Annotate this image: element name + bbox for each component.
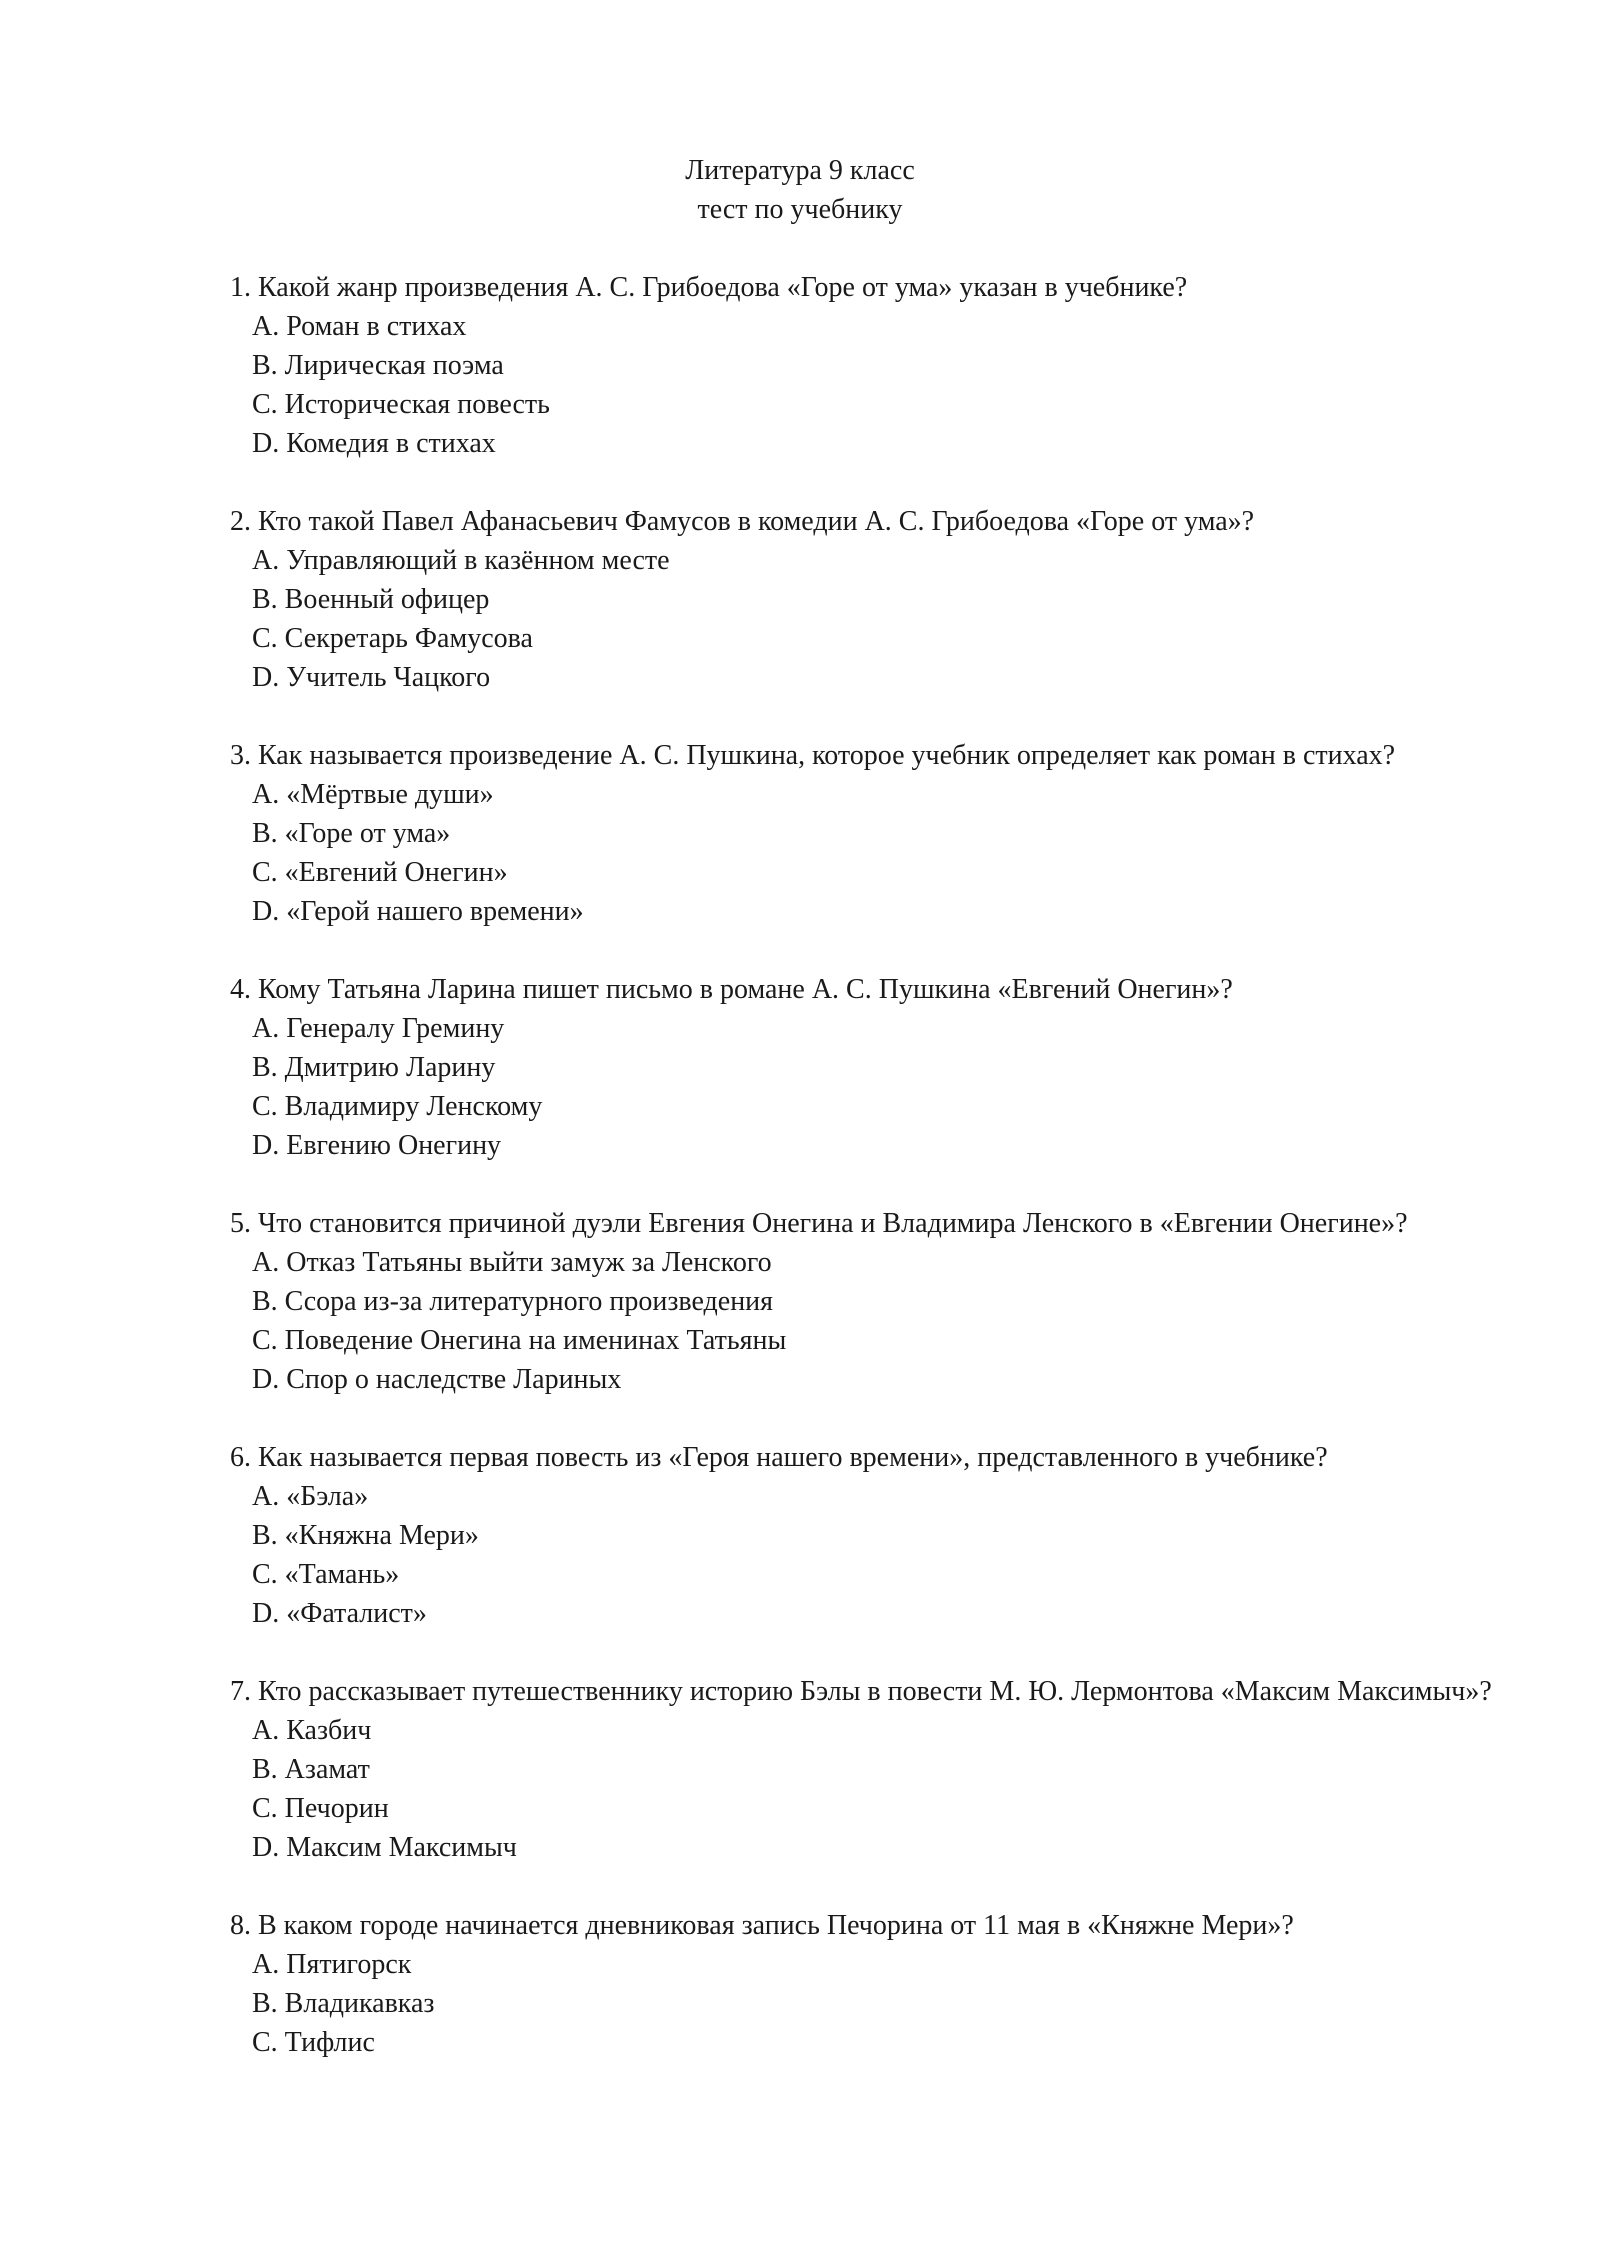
answer-option-a: A. Казбич [252, 1715, 372, 1746]
answer-option-d: D. «Фаталист» [252, 1598, 427, 1629]
answer-option-b: B. Азамат [252, 1754, 370, 1785]
answer-option-b: B. Военный офицер [252, 584, 490, 615]
question-text: 3. Как называется произведение А. С. Пушкина, которое учебник определяет как роман в стихах? [230, 740, 1396, 771]
answer-option-c: C. Историческая повесть [252, 389, 550, 420]
answer-options [230, 1243, 1500, 1399]
answer-option-a: A. Пятигорск [252, 1949, 412, 1980]
question-text: 2. Кто такой Павел Афанасьевич Фамусов в комедии А. С. Грибоедова «Горе от ума»? [230, 506, 1255, 537]
question-text: 1. Какой жанр произведения А. С. Грибоедова «Горе от ума» указан в учебнике? [230, 272, 1188, 303]
answer-option-d: D. Комедия в стихах [252, 428, 496, 459]
answer-option-a: A. Роман в стихах [252, 311, 467, 342]
answer-options [230, 1009, 1500, 1165]
answer-option-b: B. «Княжна Мери» [252, 1520, 479, 1551]
question-list [230, 268, 1500, 2101]
answer-option-c: C. «Евгений Онегин» [252, 857, 508, 888]
answer-option-c: C. Поведение Онегина на именинах Татьяны [252, 1325, 787, 1356]
answer-option-c: C. Владимиру Ленскому [252, 1091, 543, 1122]
question-6 [230, 1438, 1500, 1633]
question-text: 8. В каком городе начинается дневниковая запись Печорина от 11 мая в «Княжне Мери»? [230, 1910, 1294, 1941]
question-1 [230, 268, 1500, 463]
answer-option-c: C. Печорин [252, 1793, 389, 1824]
answer-option-c: C. Тифлис [252, 2027, 375, 2058]
answer-option-a: A. Генералу Гремину [252, 1013, 505, 1044]
question-text: 6. Как называется первая повесть из «Героя нашего времени», представленного в учебнике? [230, 1442, 1328, 1473]
answer-option-b: B. Лирическая поэма [252, 350, 504, 381]
answer-option-b: B. Ссора из-за литературного произведения [252, 1286, 774, 1317]
question-7 [230, 1672, 1500, 1867]
answer-option-a: A. «Бэла» [252, 1481, 369, 1512]
question-text: 4. Кому Татьяна Ларина пишет письмо в романе А. С. Пушкина «Евгений Онегин»? [230, 974, 1233, 1005]
answer-option-d: D. Максим Максимыч [252, 1832, 517, 1863]
answer-options [230, 307, 1500, 463]
answer-options [230, 1711, 1500, 1867]
answer-option-a: A. «Мёртвые души» [252, 779, 494, 810]
question-text: 5. Что становится причиной дуэли Евгения Онегина и Владимира Ленского в «Евгении Онегине»? [230, 1208, 1408, 1239]
answer-option-d: D. Спор о наследстве Лариных [252, 1364, 622, 1395]
question-4 [230, 970, 1500, 1165]
question-3 [230, 736, 1500, 931]
answer-option-b: B. «Горе от ума» [252, 818, 451, 849]
answer-option-d: D. «Герой нашего времени» [252, 896, 584, 927]
answer-option-a: A. Управляющий в казённом месте [252, 545, 670, 576]
document-title: Литература 9 класс [685, 155, 915, 186]
answer-options [230, 1945, 1500, 2062]
question-5 [230, 1204, 1500, 1399]
answer-option-c: C. Секретарь Фамусова [252, 623, 533, 654]
document-subtitle: тест по учебнику [697, 194, 903, 225]
document-header [0, 151, 1600, 229]
answer-option-c: C. «Тамань» [252, 1559, 400, 1590]
answer-options [230, 541, 1500, 697]
question-8 [230, 1906, 1500, 2062]
question-text: 7. Кто рассказывает путешественнику историю Бэлы в повести М. Ю. Лермонтова «Максим Максимыч»? [230, 1676, 1492, 1707]
answer-option-d: D. Учитель Чацкого [252, 662, 491, 693]
answer-option-d: D. Евгению Онегину [252, 1130, 502, 1161]
answer-option-a: A. Отказ Татьяны выйти замуж за Ленского [252, 1247, 772, 1278]
answer-option-b: B. Владикавказ [252, 1988, 435, 2019]
answer-option-b: B. Дмитрию Ларину [252, 1052, 496, 1083]
question-2 [230, 502, 1500, 697]
answer-options [230, 775, 1500, 931]
answer-options [230, 1477, 1500, 1633]
